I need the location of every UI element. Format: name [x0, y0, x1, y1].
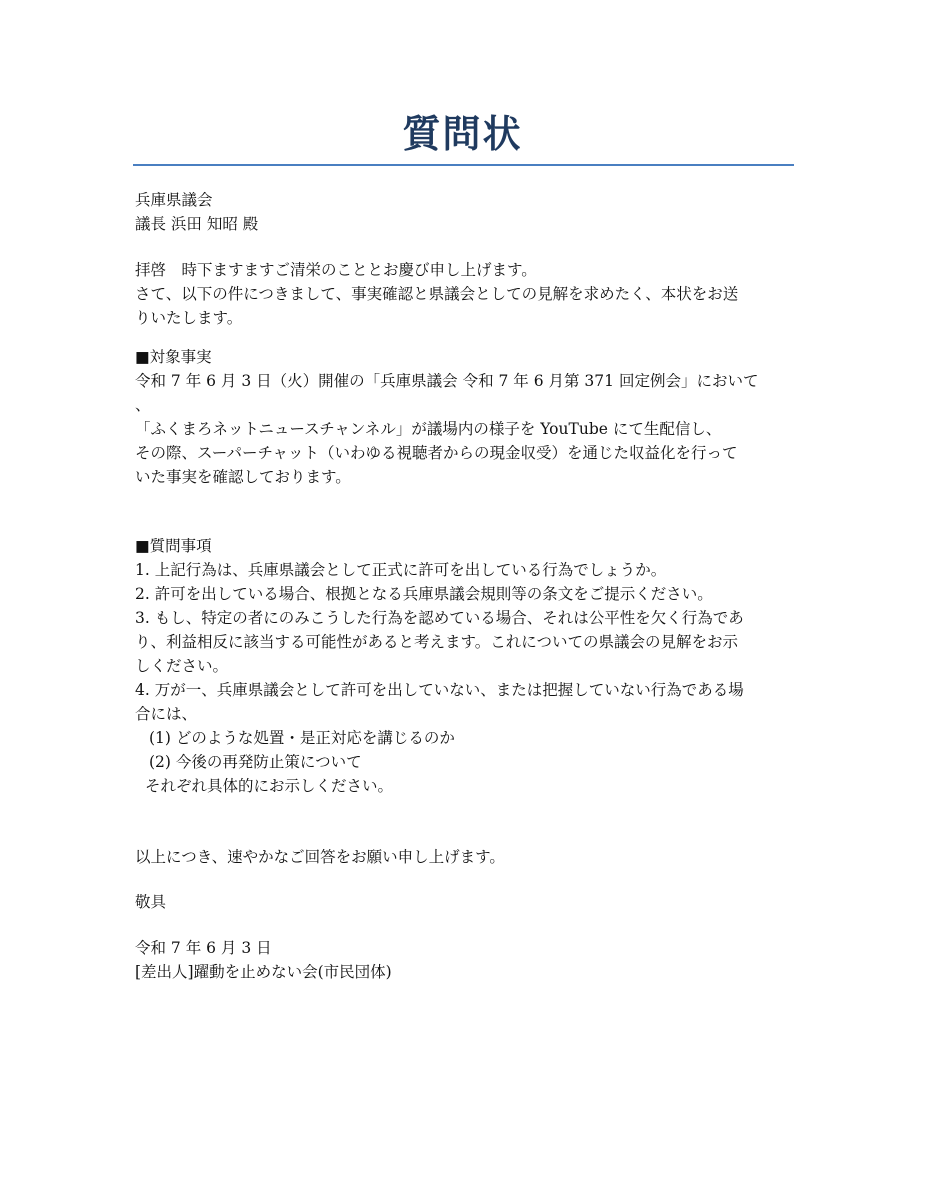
question-line: 3. もし、特定の者にのみこうした行為を認めている場合、それは公平性を欠く行為であ	[135, 609, 744, 627]
footer-sender: [差出人]躍動を止めない会(市民団体)	[135, 963, 392, 981]
questions-section	[135, 534, 795, 798]
sign-off-text: 敬具	[135, 893, 167, 911]
addressee-block	[135, 188, 795, 236]
question-line: 4. 万が一、兵庫県議会として許可を出していない、または把握していない行為である場	[135, 681, 744, 699]
question-closing-line: それぞれ具体的にお示しください。	[145, 777, 394, 795]
facts-line: その際、スーパーチャット（いわゆる視聴者からの現金収受）を通じた収益化を行って	[135, 444, 738, 462]
addressee-person: 議長 浜田 知昭 殿	[135, 215, 259, 233]
facts-section	[135, 345, 795, 489]
question-sub-line: (2) 今後の再発防止策について	[149, 753, 362, 771]
question-line: 合には、	[135, 705, 198, 723]
sign-off	[135, 890, 795, 914]
question-line: り、利益相反に該当する可能性があると考えます。これについての県議会の見解をお示	[135, 633, 738, 651]
closing-request-text: 以上につき、速やかなご回答をお願い申し上げます。	[135, 848, 505, 866]
greeting-line: 拝啓 時下ますますご清栄のこととお慶び申し上げます。	[135, 261, 537, 279]
facts-line: いた事実を確認しております。	[135, 468, 351, 486]
facts-line: 「ふくまろネットニュースチャンネル」が議場内の様子を YouTube にて生配信し、	[135, 420, 722, 438]
footer-block	[135, 936, 795, 984]
greeting-line: さて、以下の件につきまして、事実確認と県議会としての見解を求めたく、本状をお送	[135, 285, 739, 303]
questions-heading: ■質問事項	[135, 537, 212, 555]
title-underline	[133, 164, 794, 166]
question-line: 2. 許可を出している場合、根拠となる兵庫県議会規則等の条文をご提示ください。	[135, 585, 713, 603]
footer-date: 令和 7 年 6 月 3 日	[135, 939, 272, 957]
facts-line: 令和 7 年 6 月 3 日（火）開催の「兵庫県議会 令和 7 年 6 月第 371 回定例会」において	[135, 372, 759, 390]
facts-heading: ■対象事実	[135, 348, 212, 366]
question-line: しください。	[135, 657, 229, 675]
closing-request	[135, 845, 795, 869]
greeting-line: りいたします。	[135, 309, 243, 327]
question-sub-line: (1) どのような処置・是正対応を講じるのか	[149, 729, 455, 747]
addressee-org: 兵庫県議会	[135, 191, 213, 209]
greeting-block	[135, 258, 795, 330]
document-title: 質問状	[402, 112, 523, 156]
facts-line: 、	[135, 396, 151, 414]
question-line: 1. 上記行為は、兵庫県議会として正式に許可を出している行為でしょうか。	[135, 561, 667, 579]
